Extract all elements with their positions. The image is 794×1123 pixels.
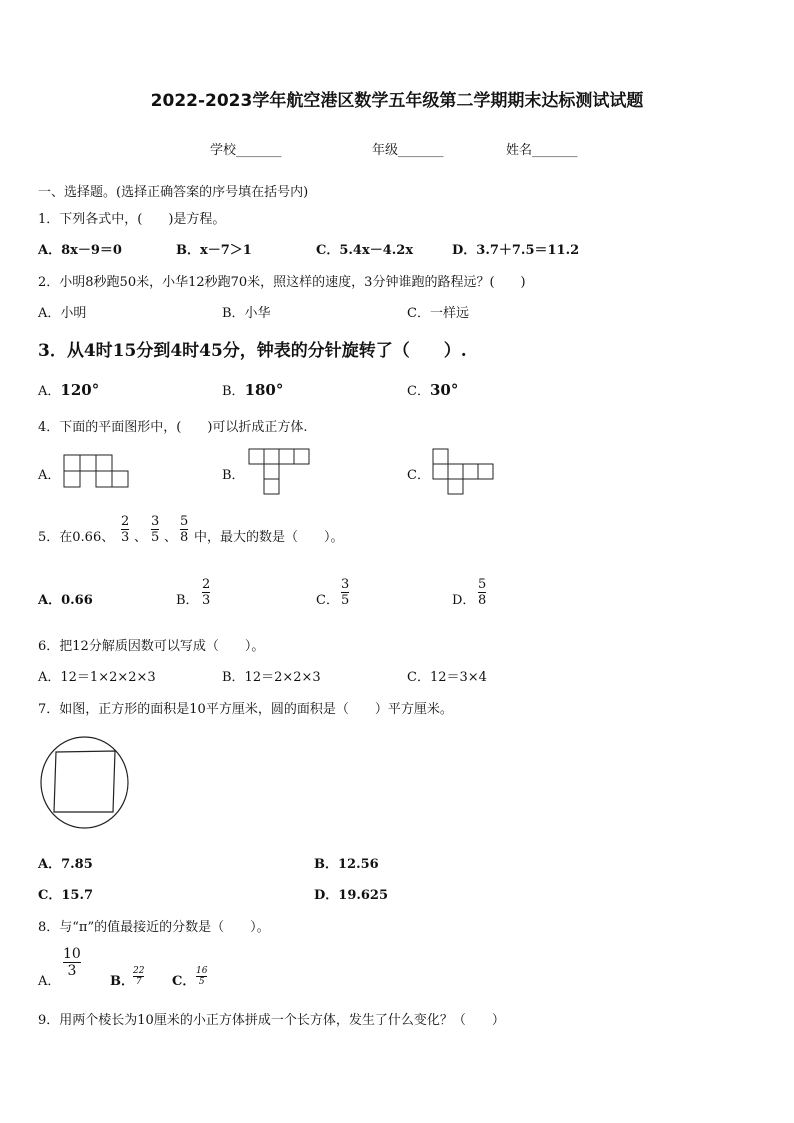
fraction-denominator: 8 (180, 530, 189, 545)
fraction-numerator: 16 (196, 966, 208, 976)
question-4-stem: 4．下面的平面图形中，( )可以折成正方体. (38, 420, 308, 435)
fraction-denominator: 7 (135, 977, 142, 987)
fraction-denominator: 3 (121, 530, 130, 545)
q7-option-b[interactable]: B．12.56 (314, 857, 379, 872)
question-8-stem: 8．与“π”的值最接近的分数是（ ）。 (38, 920, 270, 935)
net-figure-b (248, 448, 310, 496)
q3-option-b-value: 180° (244, 381, 284, 399)
q1-option-b[interactable]: B．x－7＞1 (176, 243, 252, 258)
circle-square-figure (40, 736, 130, 830)
fraction-denominator: 5 (341, 593, 350, 608)
school-field: 学校_______ (210, 143, 282, 158)
q6-option-c[interactable]: C．12＝3×4 (407, 670, 487, 685)
q7-option-a[interactable]: A．7.85 (38, 857, 93, 872)
q3-option-c[interactable] (407, 380, 458, 399)
question-6-stem: 6．把12分解质因数可以写成（ ）。 (38, 639, 265, 654)
grade-field: 年级_______ (372, 143, 444, 158)
q7-option-c[interactable]: C．15.7 (38, 888, 94, 903)
fraction-denominator: 3 (67, 963, 77, 979)
fraction-numerator: 2 (121, 514, 130, 529)
q1-option-d[interactable]: D．3.7＋7.5＝11.2 (452, 243, 580, 258)
question-7-stem: 7．如图，正方形的面积是10平方厘米，圆的面积是（ ）平方厘米。 (38, 702, 453, 717)
q2-option-b[interactable]: B．小华 (222, 306, 271, 321)
q3-option-b-label: B． (222, 384, 245, 399)
q5-separator: 、 (134, 530, 148, 545)
fraction-denominator: 5 (151, 530, 160, 545)
q4-option-c[interactable]: C． (407, 468, 430, 483)
q3-option-a-value: 120° (60, 381, 100, 399)
q3-option-c-label: C． (407, 384, 430, 399)
q5-option-c[interactable]: C． (316, 593, 339, 608)
question-2-stem: 2．小明8秒跑50米，小华12秒跑70米，照这样的速度，3分钟谁跑的路程远？( ) (38, 275, 526, 290)
q7-option-d[interactable]: D．19.625 (314, 888, 389, 903)
q5-separator: 、 (164, 530, 178, 545)
fraction-numerator: 5 (478, 577, 487, 592)
q5-option-b[interactable]: B． (176, 593, 199, 608)
q8-option-a-fraction (63, 946, 81, 979)
question-9-stem: 9．用两个棱长为10厘米的小正方体拼成一个长方体，发生了什么变化？（ ） (38, 1013, 505, 1028)
fraction-numerator: 10 (63, 946, 81, 962)
section-heading: 一、选择题。(选择正确答案的序号填在括号内) (38, 185, 309, 200)
q1-option-a[interactable]: A．8x－9＝0 (38, 243, 122, 258)
q5-stem-fraction-2-3 (121, 514, 129, 545)
fraction-denominator: 5 (198, 977, 205, 987)
q8-option-b-fraction (133, 966, 144, 987)
fraction-numerator: 3 (341, 577, 350, 592)
q5-option-d-fraction (478, 577, 486, 608)
q8-option-c[interactable]: C． (172, 974, 196, 989)
q4-option-b[interactable]: B． (222, 468, 245, 483)
q5-option-a[interactable]: A．0.66 (38, 593, 93, 608)
q1-option-c[interactable]: C．5.4x－4.2x (316, 243, 414, 258)
name-field: 姓名_______ (506, 143, 578, 158)
q3-option-a-label: A． (38, 384, 61, 399)
question-5-stem-end: 中，最大的数是（ ）。 (194, 530, 344, 545)
q4-option-a[interactable]: A． (38, 468, 61, 483)
q5-stem-fraction-5-8 (180, 514, 188, 545)
q5-option-c-fraction (341, 577, 349, 608)
q5-option-d[interactable]: D． (452, 593, 476, 608)
fraction-denominator: 3 (202, 593, 211, 608)
q8-option-b[interactable]: B． (110, 974, 134, 989)
net-figure-a (63, 454, 133, 488)
fraction-numerator: 3 (151, 514, 160, 529)
q2-option-c[interactable]: C．一样远 (407, 306, 469, 321)
q5-stem-fraction-3-5 (151, 514, 159, 545)
question-1-stem: 1．下列各式中，( )是方程。 (38, 212, 226, 227)
q2-option-a[interactable]: A．小明 (38, 306, 87, 321)
question-5-stem-start: 5．在0.66、 (38, 530, 115, 545)
q5-option-b-fraction (202, 577, 210, 608)
fraction-numerator: 5 (180, 514, 189, 529)
q8-option-a[interactable]: A． (38, 974, 61, 989)
page-title: 2022-2023学年航空港区数学五年级第二学期期末达标测试试题 (150, 91, 644, 111)
fraction-numerator: 2 (202, 577, 211, 592)
net-figure-c (432, 448, 494, 496)
q3-option-c-value: 30° (429, 381, 459, 399)
q6-option-b[interactable]: B．12＝2×2×3 (222, 670, 321, 685)
question-3-stem: 3．从4时15分到4时45分，钟表的分针旋转了（ ）. (38, 341, 467, 361)
q3-option-a[interactable] (38, 380, 99, 399)
q6-option-a[interactable]: A．12＝1×2×2×3 (38, 670, 156, 685)
q8-option-c-fraction (196, 966, 207, 987)
q3-option-b[interactable] (222, 380, 283, 399)
fraction-denominator: 8 (478, 593, 487, 608)
fraction-numerator: 22 (133, 966, 145, 976)
